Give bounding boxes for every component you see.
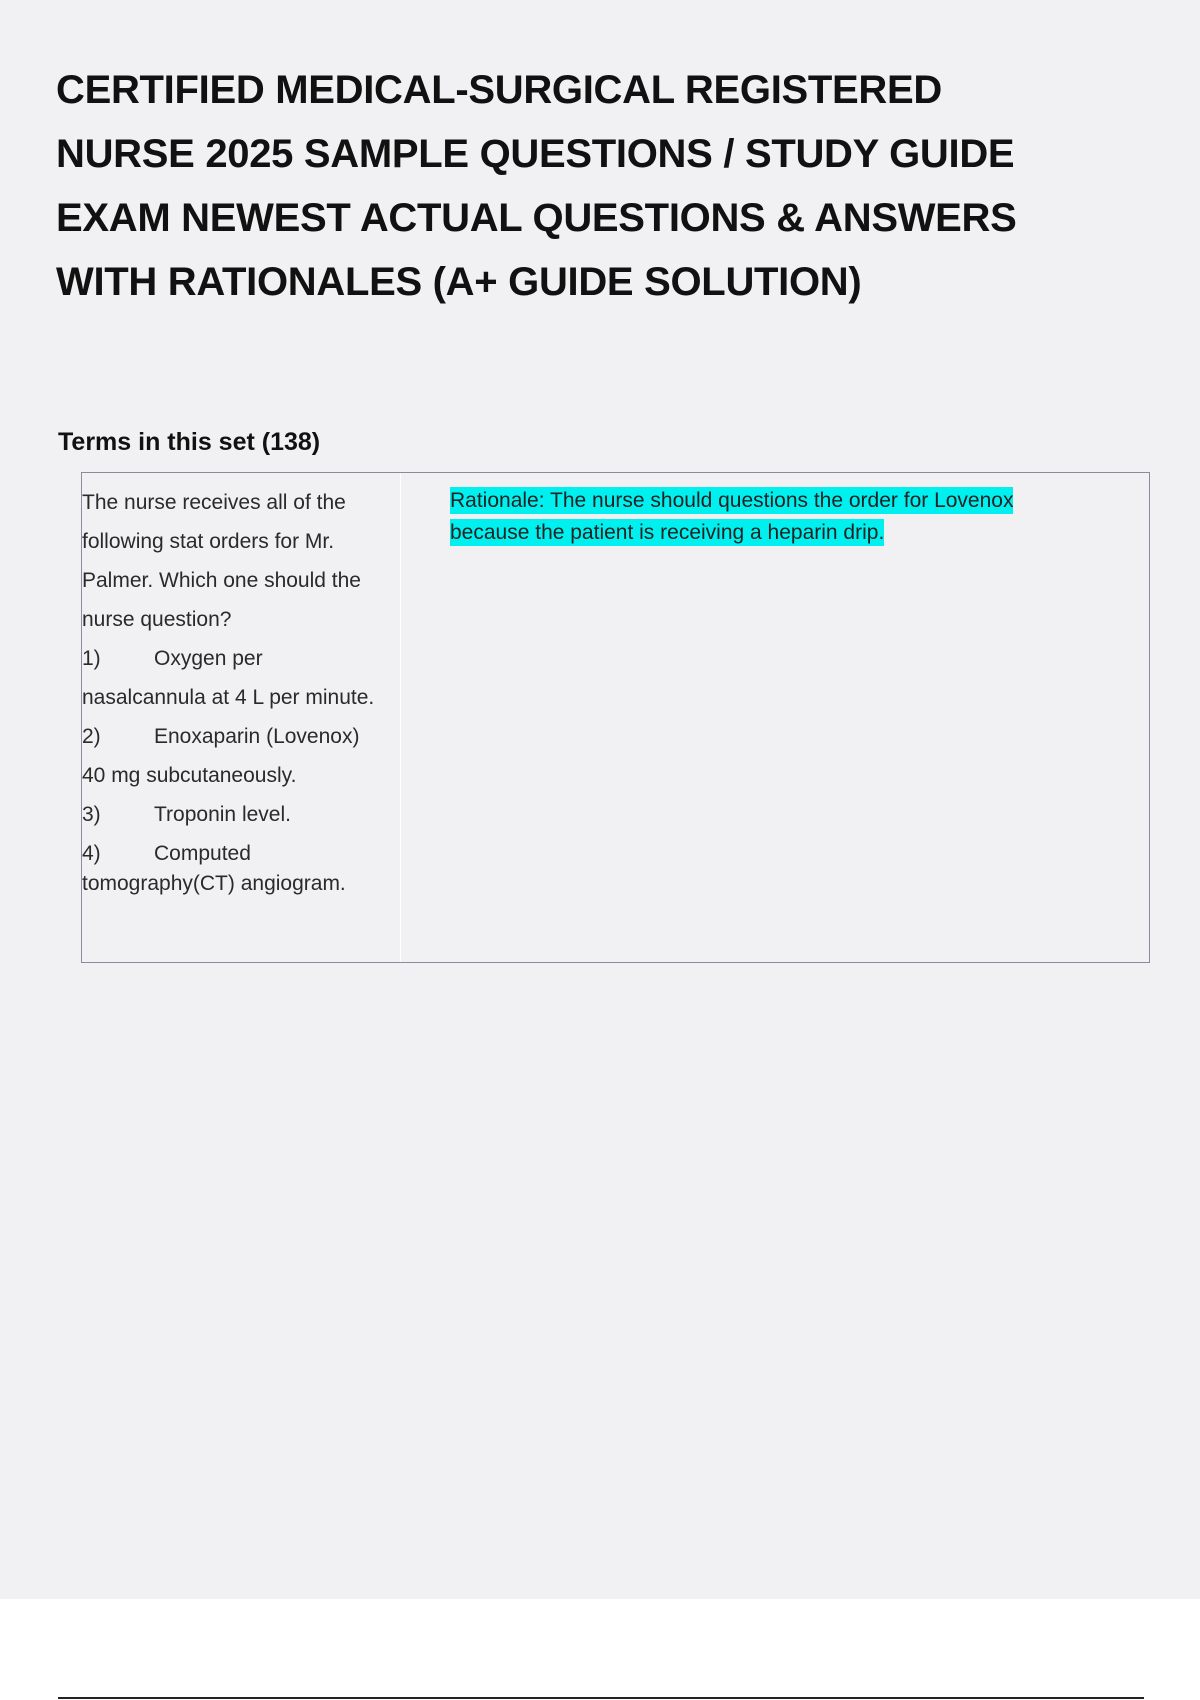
option-text: Enoxaparin (Lovenox) 40 mg subcutaneously. — [82, 725, 360, 787]
option-number: 3) — [82, 803, 101, 826]
card-divider — [400, 473, 401, 962]
option-number: 1) — [82, 647, 101, 670]
highlighted-rationale: Rationale: The nurse should questions the order for Lovenox because the patient is receiving a heparin drip. — [450, 489, 1014, 544]
title-line: EXAM NEWEST ACTUAL QUESTIONS & ANSWERS — [56, 196, 1017, 240]
flashcard-definition — [450, 485, 1090, 549]
option-text: Oxygen per nasalcannula at 4 L per minute. — [82, 647, 375, 709]
option-text: Computed tomography(CT) angiogram. — [82, 842, 346, 895]
terms-count-heading: Terms in this set (138) — [58, 428, 321, 456]
footer-divider — [58, 1697, 1144, 1699]
answer-option — [82, 834, 382, 899]
answer-option — [82, 795, 382, 834]
flashcard-term — [82, 483, 382, 899]
document-title — [56, 58, 1056, 314]
option-number: 4) — [82, 842, 101, 865]
question-text: The nurse receives all of the following stat orders for Mr. Palmer. Which one should the nurse question? — [82, 491, 361, 631]
answer-option — [82, 639, 382, 717]
option-text: Troponin level. — [154, 803, 291, 826]
title-line: NURSE 2025 SAMPLE QUESTIONS / STUDY GUIDE — [56, 132, 1015, 176]
title-line: CERTIFIED MEDICAL-SURGICAL REGISTERED — [56, 68, 942, 112]
flashcard — [81, 472, 1150, 963]
title-line: WITH RATIONALES (A+ GUIDE SOLUTION) — [56, 260, 862, 304]
option-number: 2) — [82, 725, 101, 748]
answer-option — [82, 717, 382, 795]
